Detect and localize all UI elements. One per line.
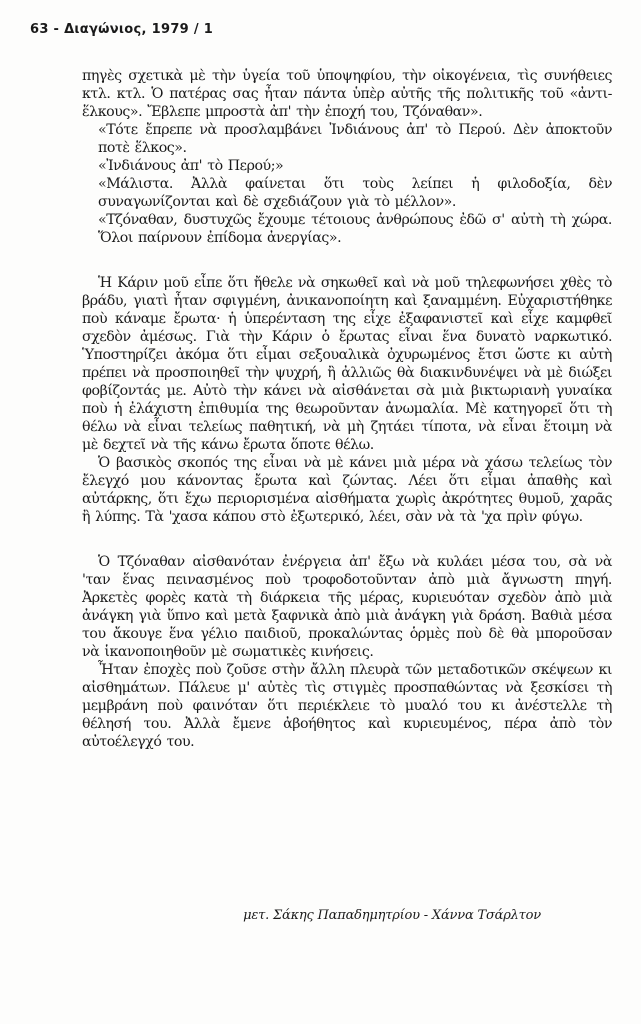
publication-name: Διαγώνιος	[64, 22, 142, 37]
page-header	[30, 22, 213, 37]
header-separator: -	[53, 22, 65, 37]
dialogue-line: «Μάλιστα. Ἀλλὰ φαίνεται ὅτι τοὺς λείπει ἡ φιλοδοξία, δὲν συναγωνίζονται καὶ δὲ σχεδιάζουν γιὰ τὸ μέλλον».	[98, 176, 612, 210]
issue-number: 1979 / 1	[151, 22, 214, 37]
article-body	[82, 67, 612, 751]
paragraph-membrane: Ἦταν ἐποχὲς ποὺ ζοῦσε στὴν ἄλλη πλευρὰ τῶν μεταδοτικῶν σκέψεων κι αἰσθημάτων. Πάλευε μ' αὐτὲς τὶς στιγμὲς προσπαθώντας νὰ ξεσκίσει τὴ μεμβράνη ποὺ φαινόταν ὅτι περιέκλειε τὸ μυαλό του κι ἀνέστελλε τὴ θέλησή του. Ἀλλὰ ἔμενε ἀβοήθητος καὶ κυριευμένος, πέρα ἀπὸ τὸν αὐτοέλεγχό του.	[82, 662, 612, 750]
paragraph-opening: πηγὲς σχετικὰ μὲ τὴν ὑγεία τοῦ ὑποψηφίου, τὴν οἰκογένεια, τὶς συνήθειες κτλ. κτλ. Ὁ πατέρας σας ἦταν πάντα ὑπὲρ αὐτῆς τῆς πολιτικῆς τοῦ «ἀντι-ἕλκους». Ἔβλεπε μπροστὰ ἀπ' τὴν ἐποχή του, Τζόναθαν».	[82, 68, 612, 120]
credit-prefix: μετ.	[243, 908, 270, 923]
translator-credit	[243, 908, 541, 923]
paragraph-aim: Ὁ βασικὸς σκοπός της εἶναι νὰ μὲ κάνει μιὰ μέρα νὰ χάσω τελείως τὸν ἔλεγχό μου κάνοντας ἔρωτα καὶ ζώντας. Λέει ὅτι εἶμαι ἀπαθὴς καὶ αὐτάρκης, ὅτι ἔχω περιορισμένα αἰσθήματα χωρὶς ἀκρότητες θυμοῦ, χαρᾶς ἢ λύπης. Τὰ 'χασα κάπου στὸ ἐξωτερικό, λέει, σὰν νὰ τὰ 'χα πρὶν φύγω.	[82, 455, 612, 525]
paragraph-energy: Ὁ Τζόναθαν αἰσθανόταν ἐνέργεια ἀπ' ἔξω νὰ κυλάει μέσα του, σὰ νὰ 'ταν ἕνας πεινασμένος ποὺ τροφοδοτοῦνταν ἀπὸ μιὰ ἄγνωστη πηγή. Ἀρκετὲς φορὲς κατὰ τὴ διάρκεια τῆς μέρας, κυριευόταν σχεδὸν ἀπὸ μιὰ ἀνάγκη γιὰ ὕπνο καὶ μετὰ ξαφνικὰ ἀπὸ μιὰ ἀνάγκη γιὰ δράση. Βαθιὰ μέσα του ἄκουγε ἕνα γέλιο παιδιοῦ, προκαλώντας ὁρμὲς ποὺ δὲ θὰ μποροῦσαν νὰ ἱκανοποιηθοῦν μὲ σωματικὲς κινήσεις.	[82, 554, 612, 660]
header-comma: ,	[141, 22, 152, 37]
dialogue-line: «Τότε ἔπρεπε νὰ προσλαμβάνει Ἰνδιάνους ἀπ' τὸ Περού. Δὲν ἀποκτοῦν ποτὲ ἕλκος».	[98, 122, 612, 156]
dialogue-line: «Τζόναθαν, δυστυχῶς ἔχουμε τέτοιους ἀνθρώπους ἐδῶ σ' αὐτὴ τὴ χώρα. Ὅλοι παίρνουν ἐπίδομα ἀνεργίας».	[98, 212, 612, 246]
dialogue-line: «Ἰνδιάνους ἀπ' τὸ Περού;»	[98, 158, 284, 174]
paragraph-karin: Ἡ Κάριν μοῦ εἶπε ὅτι ἤθελε νὰ σηκωθεῖ καὶ νὰ μοῦ τηλεφωνήσει χθὲς τὸ βράδυ, γιατὶ ἦταν σφιγμένη, ἀνικανοποίητη καὶ ξαναμμένη. Εὐχαριστήθηκε ποὺ κάναμε ἔρωτα· ἡ ὑπερένταση της εἶχε ἐξαφανιστεῖ καὶ εἶχε καμφθεῖ σχεδὸν ἀμέσως. Γιὰ τὴν Κάριν ὁ ἔρωτας εἶναι ἕνα δυνατὸ ναρκωτικό. Ὑποστηρίζει ἀκόμα ὅτι εἶμαι σεξουαλικὰ ὀχυρωμένος ἔτσι ὥστε κι αὐτὴ πρέπει νὰ προσποιηθεῖ τὴν ψυχρή, ἢ ἀλλιῶς θὰ διακινδυνέψει νὰ μὲ διώξει φοβίζοντάς με. Αὐτὸ τὴν κάνει νὰ αἰσθάνεται σὰ μιὰ βικτωριανὴ γυναίκα ποὺ ἡ ἐλάχιστη ἐπιθυμία της θεωροῦνταν ἀνωμαλία. Μὲ κατηγορεῖ ὅτι τὴ θέλω νὰ εἶναι τελείως παθητική, νὰ μὴ ζητάει τίποτα, νὰ εἶναι ἕτοιμη νὰ μὲ δεχτεῖ νὰ τῆς κάνω ἔρωτα ὅποτε θέλω.	[82, 275, 612, 453]
credit-translators: Σάκης Παπαδημητρίου - Χάννα Τσάρλτον	[273, 908, 541, 923]
page-number: 63	[30, 22, 49, 37]
